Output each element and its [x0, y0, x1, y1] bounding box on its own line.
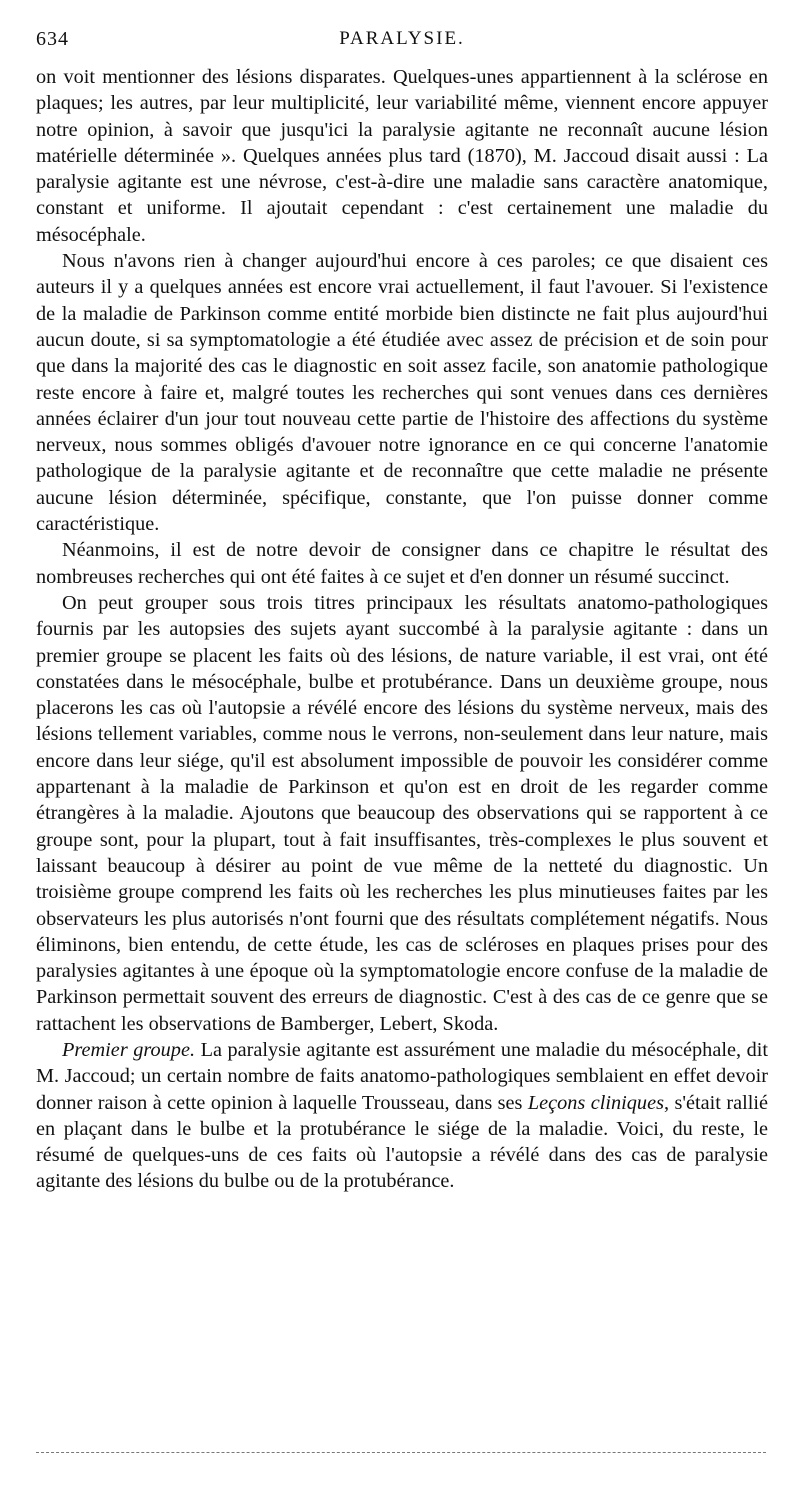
document-page	[36, 28, 768, 1195]
paragraph-3: Néanmoins, il est de notre devoir de consigner dans ce chapitre le résultat des nombreuses recherches qui ont été faites à ce sujet et d'en donner un résumé succinct.	[36, 539, 768, 588]
paragraph-1: on voit mentionner des lésions disparates. Quelques-unes appartiennent à la sclérose en plaques; les autres, par leur multiplicité, leur variabilité même, viennent encore appuyer notre opinion, à savoir que jusqu'ici la paralysie agitante ne reconnaît aucune lésion matérielle déterminée ». Quelques années plus tard (1870), M. Jaccoud disait aussi : La paralysie agitante est une névrose, c'est-à-dire une maladie sans caractère anatomique, constant et uniforme. Il ajoutait cependant : c'est certainement une maladie du mésocéphale.	[36, 66, 768, 246]
running-title: PARALYSIE.	[339, 28, 465, 49]
running-head	[36, 28, 768, 58]
footer-dotted-rule	[36, 1452, 766, 1453]
paragraph-5	[36, 1037, 768, 1195]
paragraph-5-text-b: , s'était rallié en plaçant dans le bulbe et la protubérance le siége de la maladie. Voici, du reste, le résumé de quelques-uns de ces faits où l'autopsie a révélé dans des cas de paralysie agitante des lésions du bulbe ou de la protubérance.	[36, 1091, 769, 1193]
book-title-lecons-cliniques: Leçons cliniques	[527, 1091, 664, 1114]
paragraph-5-text-a: La paralysie agitante est assurément une maladie du mésocéphale, dit M. Jaccoud; un certain nombre de faits anatomo-pathologiques semblaient en effet devoir donner raison à cette opinion à laquelle Trousseau, dans ses	[36, 1038, 768, 1114]
paragraph-4: On peut grouper sous trois titres principaux les résultats anatomo-pathologiques fournis par les autopsies des sujets ayant succombé à la paralysie agitante : dans un premier groupe se placent les faits où des lésions, de nature variable, il est vrai, ont été constatées dans le mésocéphale, bulbe et protubérance. Dans un deuxième groupe, nous placerons les cas où l'autopsie a révélé encore des lésions du système nerveux, mais des lésions tellement variables, comme nous le verrons, non-seulement dans leur nature, mais encore dans leur siége, qu'il est absolument impossible de pouvoir les considérer comme appartenant à la maladie de Parkinson et qu'on est en droit de les regarder comme étrangères à la maladie. Ajoutons que beaucoup des observations qui se rapportent à ce groupe sont, pour la plupart, tout à fait insuffisantes, très-complexes le plus souvent et laissant beaucoup à désirer au point de vue même de la netteté du diagnostic. Un troisième groupe comprend les faits où les recherches les plus minutieuses faites par les observateurs les plus autorisés n'ont fourni que des résultats complétement négatifs. Nous éliminons, bien entendu, de cette étude, les cas de scléroses en plaques prises pour des paralysies agitantes à une époque où la symptomatologie encore confuse de la maladie de Parkinson permettait souvent des erreurs de diagnostic. C'est à des cas de ce genre que se rattachent les observations de Bamberger, Lebert, Skoda.	[36, 591, 768, 1035]
section-lead-premier-groupe: Premier groupe.	[62, 1038, 196, 1061]
paragraph-2: Nous n'avons rien à changer aujourd'hui encore à ces paroles; ce que disaient ces auteurs il y a quelques années est encore vrai actuellement, il faut l'avouer. Si l'existence de la maladie de Parkinson comme entité morbide bien distincte ne fait plus aujourd'hui aucun doute, si sa symptomatologie a été étudiée avec assez de précision et de soin pour que dans la majorité des cas le diagnostic en soit assez facile, son anatomie pathologique reste encore à faire et, malgré toutes les recherches qui sont venues dans ces dernières années éclairer d'un jour tout nouveau cette partie de l'histoire des affections du système nerveux, nous sommes obligés d'avouer notre ignorance en ce qui concerne l'anatomie pathologique de la paralysie agitante et de reconnaître que cette maladie ne présente aucune lésion déterminée, spécifique, constante, que l'on puisse donner comme caractéristique.	[36, 250, 768, 536]
page-number: 634	[36, 28, 69, 50]
